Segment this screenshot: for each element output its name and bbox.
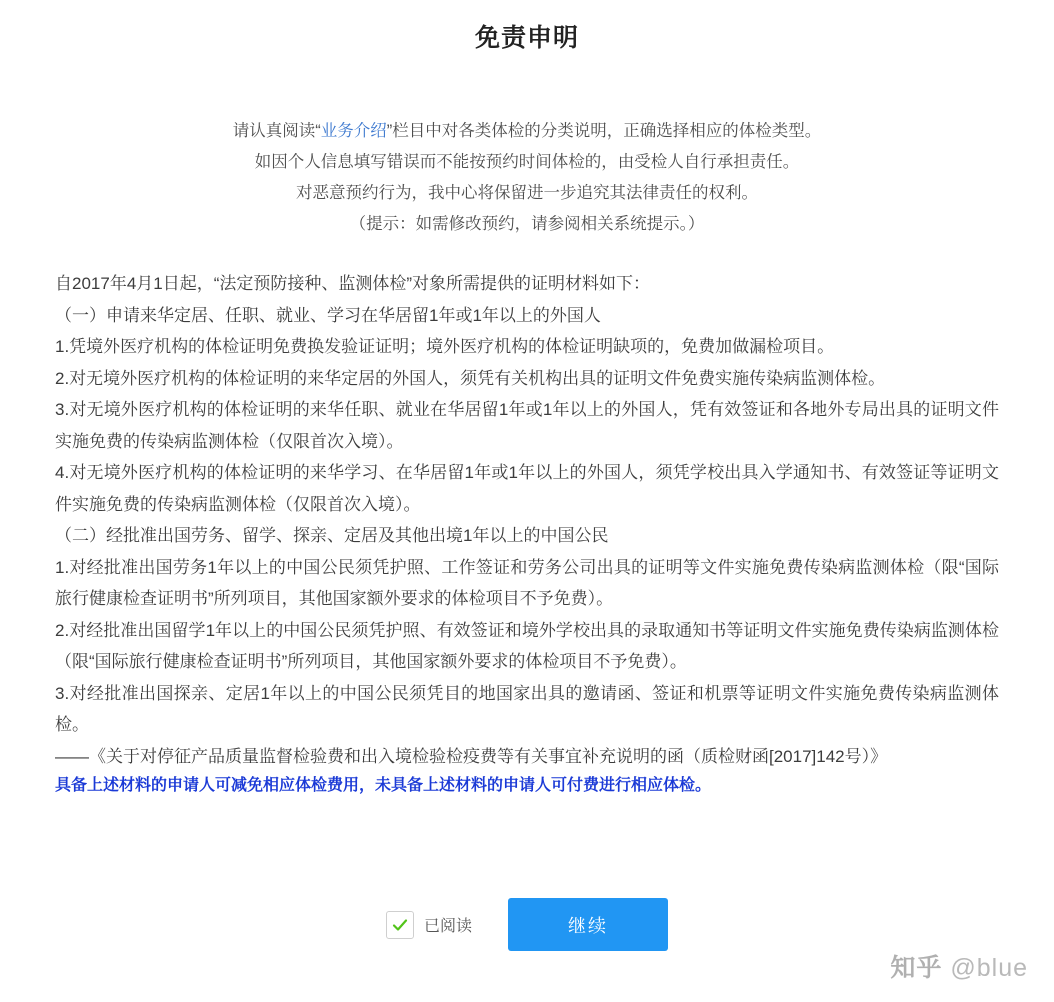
body-paragraph: 3.对经批准出国探亲、定居1年以上的中国公民须凭目的地国家出具的邀请函、签证和机票等证明文件实施免费传染病监测体检。 — [55, 683, 999, 734]
body-paragraph: 4.对无境外医疗机构的体检证明的来华学习、在华居留1年或1年以上的外国人，须凭学校出具入学通知书、有效签证等证明文件实施免费的传染病监测体检（仅限首次入境）。 — [55, 463, 999, 514]
body-paragraph: 2.对无境外医疗机构的体检证明的来华定居的外国人，须凭有关机构出具的证明文件免费实施传染病监测体检。 — [55, 368, 886, 388]
body-paragraph: （一）申请来华定居、任职、就业、学习在华居留1年或1年以上的外国人 — [55, 305, 601, 325]
intro-line-4: （提示：如需修改预约，请参阅相关系统提示。） — [349, 215, 705, 233]
body-paragraph: 1.凭境外医疗机构的体检证明免费换发验证证明；境外医疗机构的体检证明缺项的，免费加做漏检项目。 — [55, 337, 835, 356]
body-paragraph: 2.对经批准出国留学1年以上的中国公民须凭护照、有效签证和境外学校出具的录取通知书等证明文件实施免费传染病监测体检（限“国际旅行健康检查证明书”所列项目，其他国家额外要求的体检项目不予免费）。 — [55, 620, 999, 671]
body-paragraph: 自2017年4月1日起，“法定预防接种、监测体检”对象所需提供的证明材料如下： — [55, 274, 651, 293]
read-confirm-label: 已阅读 — [423, 918, 472, 935]
body-paragraph: ——《关于对停征产品质量监督检验费和出入境检验检疫费等有关事宜补充说明的函（质检财函[2017]142号）》 — [55, 746, 888, 766]
business-intro-link[interactable]: 业务介绍 — [320, 122, 387, 140]
intro-line-1-after: ”栏目中对各类体检的分类说明，正确选择相应的体检类型。 — [386, 122, 822, 140]
page-title: 免责申明 — [474, 24, 579, 52]
body-highlight-note: 具备上述材料的申请人可减免相应体检费用，未具备上述材料的申请人可付费进行相应体检。 — [55, 777, 712, 794]
body-paragraph: （二）经批准出国劳务、留学、探亲、定居及其他出境1年以上的中国公民 — [55, 526, 609, 545]
continue-button[interactable]: 继续 — [508, 898, 668, 951]
watermark — [890, 948, 1028, 984]
footer-actions — [0, 898, 1054, 951]
checkmark-icon[interactable] — [386, 911, 414, 939]
intro-block — [0, 116, 1054, 240]
body-paragraph: 1.对经批准出国劳务1年以上的中国公民须凭护照、工作签证和劳务公司出具的证明等文件实施免费传染病监测体检（限“国际旅行健康检查证明书”所列项目，其他国家额外要求的体检项目不予免费）。 — [55, 557, 999, 608]
intro-line-1 — [0, 116, 1054, 147]
intro-line-3: 对恶意预约行为，我中心将保留进一步追究其法律责任的权利。 — [296, 184, 758, 202]
watermark-user-text: @blue — [942, 954, 1028, 982]
disclaimer-body — [55, 268, 999, 800]
intro-line-1-before: 请认真阅读“ — [232, 122, 321, 140]
read-confirm-checkbox[interactable] — [386, 911, 472, 939]
intro-line-2: 如因个人信息填写错误而不能按预约时间体检的，由受检人自行承担责任。 — [254, 153, 800, 171]
watermark-logo-text: 知乎 — [890, 954, 943, 982]
body-paragraph: 3.对无境外医疗机构的体检证明的来华任职、就业在华居留1年或1年以上的外国人，凭有效签证和各地外专局出具的证明文件实施免费的传染病监测体检（仅限首次入境）。 — [55, 400, 999, 451]
